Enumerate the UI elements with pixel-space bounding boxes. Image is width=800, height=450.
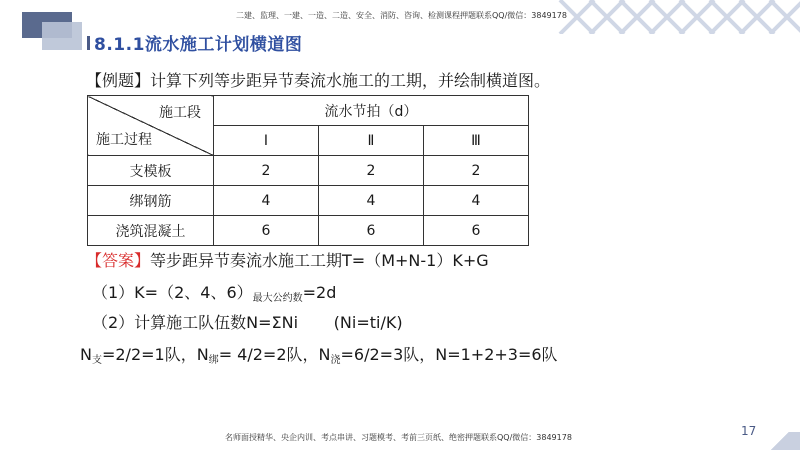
- decor-square-light: [42, 22, 82, 50]
- corner-stripe-pattern: [550, 0, 800, 34]
- answer-formula: 等步距异节奏流水施工工期T=（M+N-1）K+G: [150, 251, 489, 270]
- team-count-line: [80, 342, 558, 366]
- title-accent-bar: [87, 36, 90, 50]
- n-subscript: 支: [91, 355, 102, 366]
- process-name: 绑钢筋: [88, 186, 214, 216]
- example-prompt: 【例题】计算下列等步距异节奏流水施工的工期，并绘制横道图。: [86, 71, 551, 90]
- n-value: =6/2=3队，N=1+2+3=6队: [340, 345, 558, 364]
- corner-label-process: 施工过程: [96, 132, 152, 148]
- table-cell: 6: [424, 216, 529, 246]
- table-cell: 2: [214, 156, 319, 186]
- table-cell: 6: [319, 216, 424, 246]
- segment-header: Ⅱ: [319, 126, 424, 156]
- table-header-row: [88, 96, 529, 126]
- step1-main: （1）K=（2、4、6）: [92, 283, 253, 302]
- group-header-cell: 流水节拍（d）: [214, 96, 529, 126]
- n-symbol: N: [196, 345, 209, 364]
- corner-label-segment: 施工段: [159, 105, 201, 121]
- table-cell: 4: [424, 186, 529, 216]
- header-contact-note: 二建、监理、一建、一造、二造、安全、消防、咨询、检测课程押题联系QQ/微信：3849178: [236, 11, 567, 20]
- table-cell: 2: [424, 156, 529, 186]
- page-number: 17: [741, 424, 757, 438]
- corner-decor: [760, 432, 800, 450]
- answer-line: [86, 248, 489, 271]
- table-row: [88, 156, 529, 186]
- table-cell: 4: [214, 186, 319, 216]
- n-subscript: 浇: [330, 355, 341, 366]
- table-row: [88, 216, 529, 246]
- n-subscript: 绑: [208, 355, 219, 366]
- answer-tag: 【答案】: [86, 251, 151, 270]
- n-symbol: N: [80, 345, 92, 364]
- n-value: = 4/2=2队，: [218, 345, 319, 364]
- step1-line: [92, 280, 336, 304]
- process-name: 支模板: [88, 156, 214, 186]
- step2-line: （2）计算施工队伍数N=ΣNi (Ni=ti/K): [92, 313, 403, 332]
- table-cell: 2: [319, 156, 424, 186]
- n-symbol: N: [318, 345, 331, 364]
- page-title: 8.1.1流水施工计划横道图: [94, 35, 303, 55]
- rhythm-table: [87, 95, 529, 246]
- footer-contact-note: 名师面授精华、央企内训、考点串讲、习题模考、考前三页纸、绝密押题联系QQ/微信：3849178: [225, 433, 572, 442]
- segment-header: Ⅰ: [214, 126, 319, 156]
- step1-tail: =2d: [302, 283, 337, 302]
- step1-subscript: 最大公约数: [252, 293, 303, 304]
- n-value: =2/2=1队，: [101, 345, 197, 364]
- segment-header: Ⅲ: [424, 126, 529, 156]
- table-row: [88, 186, 529, 216]
- table-cell: 6: [214, 216, 319, 246]
- table-cell: 4: [319, 186, 424, 216]
- table-corner-cell: [88, 96, 214, 156]
- process-name: 浇筑混凝土: [88, 216, 214, 246]
